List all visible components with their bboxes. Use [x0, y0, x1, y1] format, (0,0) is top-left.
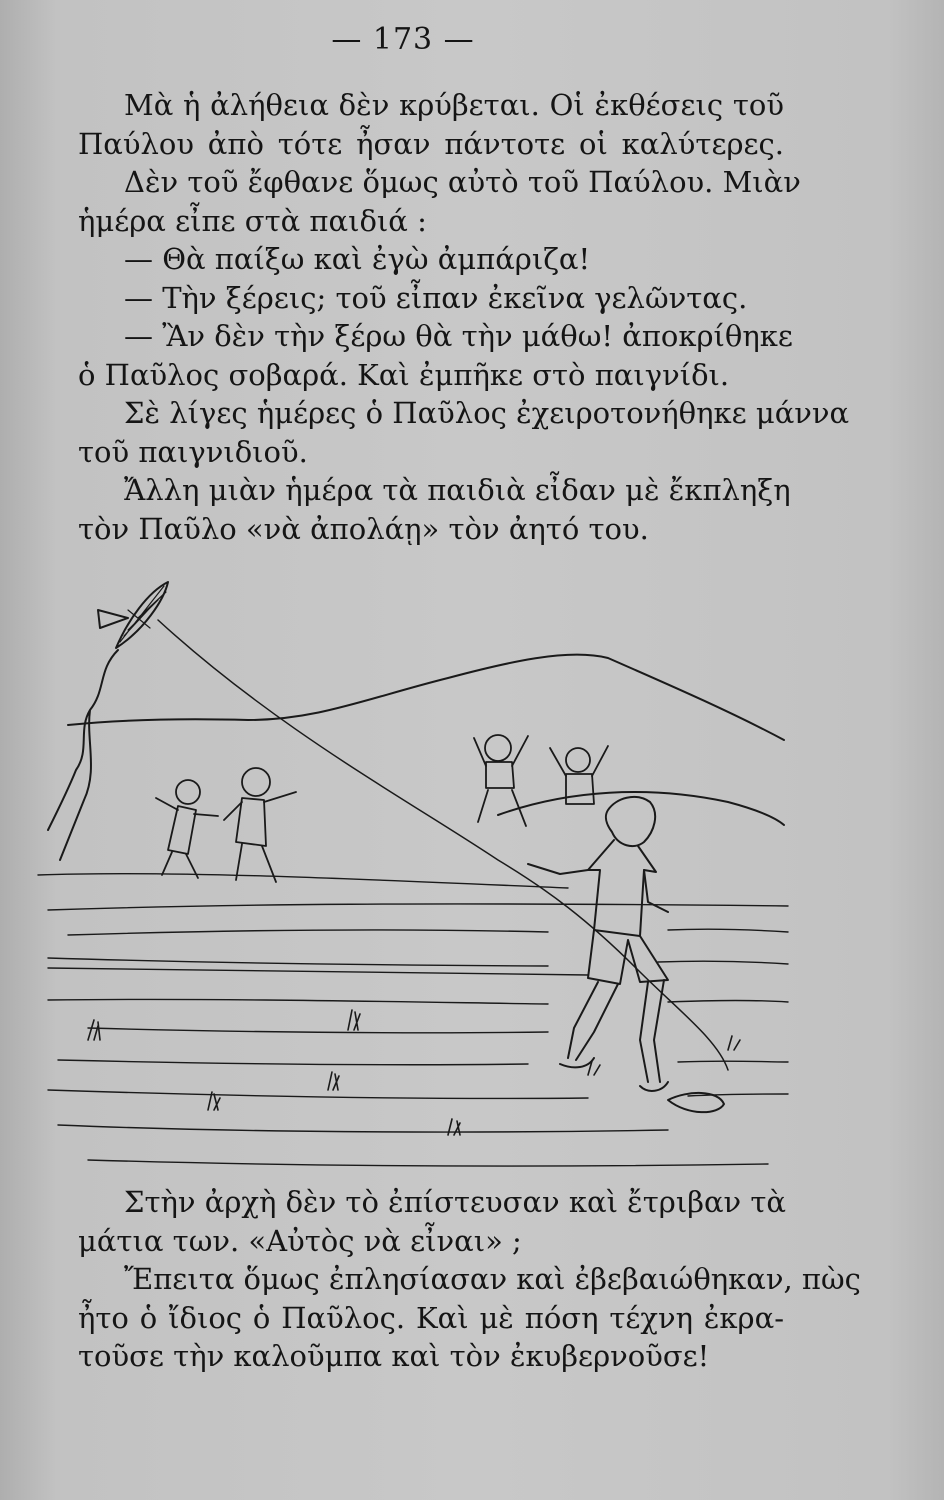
kite-illustration [28, 570, 794, 1175]
text-line: ὁ Παῦλος σοβαρά. Καὶ ἐμπῆκε στὸ παιγνίδι. [78, 357, 730, 392]
text-line: Μὰ ἡ ἀλήθεια δὲν κρύβεται. Οἱ ἐκθέσεις τοῦ [124, 88, 784, 122]
kite-tail [48, 650, 118, 860]
text-line: τὸν Παῦλο «νὰ ἀπολάῃ» τὸν ἀητό του. [78, 511, 649, 546]
paragraph-block-bottom [78, 1183, 861, 1376]
hill-outline [68, 655, 784, 740]
text-line: Δὲν τοῦ ἔφθανε ὅμως αὐτὸ τοῦ Παύλου. Μιὰν [124, 165, 801, 199]
boy-paulos [528, 797, 668, 1091]
kite-bow [98, 610, 128, 628]
child-figure-left [156, 780, 218, 878]
text-line: τοῦσε τὴν καλοῦμπα καὶ τὸν ἐκυβερνοῦσε! [78, 1339, 710, 1373]
text-line: Σὲ λίγες ἡμέρες ὁ Παῦλος ἐχειροτονήθηκε μάννα [124, 396, 850, 430]
text-line: Παύλου ἀπὸ τότε ἦσαν πάντοτε οἱ καλύτερες. [78, 126, 784, 161]
text-line: Στὴν ἀρχὴ δὲν τὸ ἐπίστευσαν καὶ ἔτριβαν τὰ [124, 1185, 787, 1219]
dialogue-line: — Ἂν δὲν τὴν ξέρω θὰ τὴν μάθω! ἀποκρίθηκε [124, 319, 793, 353]
text-line: μάτια των. «Αὐτὸς νὰ εἶναι» ; [78, 1223, 522, 1258]
page-number: — 173 — [331, 22, 475, 57]
text-line: Ἄλλη μιὰν ἡμέρα τὰ παιδιὰ εἶδαν μὲ ἔκπληξη [124, 473, 791, 507]
kite-ribs [120, 586, 166, 642]
ground-lines [38, 874, 788, 1166]
text-line: τοῦ παιγνιδιοῦ. [78, 434, 308, 469]
text-line: ἦτο ὁ ἴδιος ὁ Παῦλος. Καὶ μὲ πόση τέχνη ἐκρα- [78, 1300, 784, 1335]
text-line: Ἔπειτα ὅμως ἐπλησίασαν καὶ ἐβεβαιώθηκαν, πὼς [124, 1262, 861, 1296]
paragraph-block-top [78, 86, 850, 548]
dialogue-line: — Τὴν ξέρεις; τοῦ εἶπαν ἐκεῖνα γελῶντας. [124, 280, 748, 315]
text-line: ἡμέρα εἶπε στὰ παιδιά : [78, 203, 427, 238]
child-figure-hill [474, 735, 528, 826]
dialogue-line: — Θὰ παίξω καὶ ἐγὼ ἀμπάριζα! [124, 242, 591, 276]
child-figure-middle [224, 768, 296, 882]
